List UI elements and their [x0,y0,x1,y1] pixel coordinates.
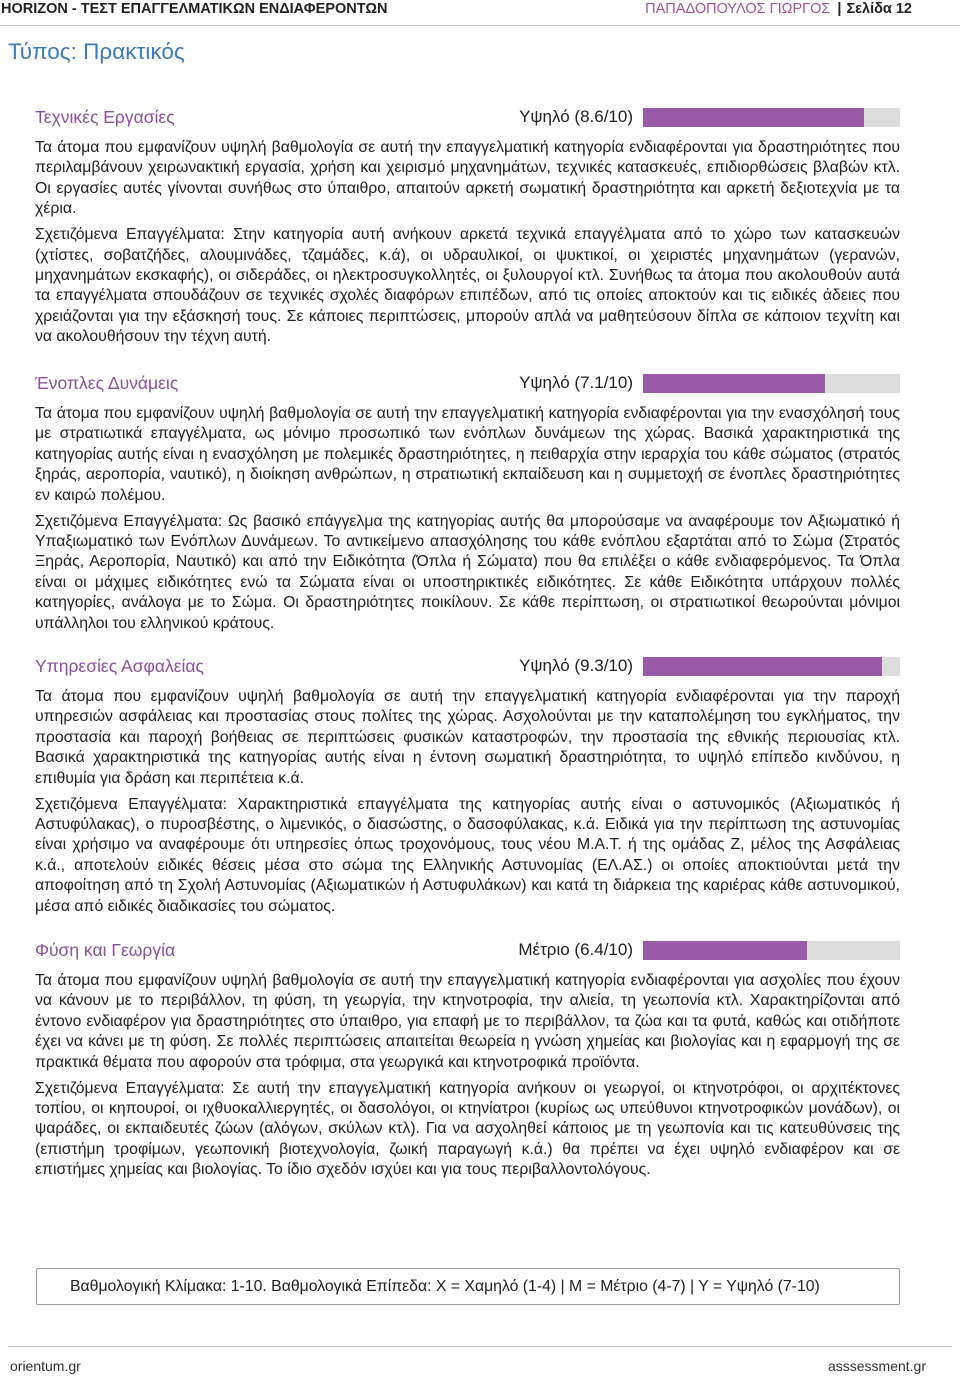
header-separator: | [837,1,842,17]
category-section [35,939,900,1186]
section-rating: Υψηλό (7.1/10) [519,373,633,392]
section-title: Υπηρεσίες Ασφαλείας [35,656,204,676]
section-rating: Μέτριο (6.4/10) [518,940,633,959]
score-bar-fill [643,374,825,393]
category-section [35,106,900,353]
page-number: Σελίδα 12 [846,1,912,17]
header-right [645,0,912,18]
score-bar-fill [643,657,882,676]
related-occupations-paragraph: Σχετιζόμενα Επαγγέλματα: Χαρακτηριστικά επαγγέλματα της κατηγορίας αυτής είναι ο αστυνομικός (Αξιωματικός ή Αστυφύλακας), ο πυροσβέστης, ο λιμενικός, ο διασώστης, ο δασοφύλακας, κ.ά. Ειδικά για την περίπτωση της αστυνομίας είναι χρήσιμο να αναφέρουμε ότι υπηρεσίες όπως τροχονόμους, τους νέου Μ.Α.Τ. ή της ομάδας Ζ, μέλος της Ασφάλειας κ.ά., αποτελούν ειδικές θέσεις μέσα στο σώμα της Ελληνικής Αστυνομίας (ΕΛ.ΑΣ.) οι οποίες αποκτιούνται μετά την αποφοίτηση από τη Σχολή Αστυνομίας (Αξιωματικών ή Αστυφυλάκων) και κατά τη διάρκεια της καριέρας κάθε αστυνομικού, μέσα από ειδικές διαδικασίες του σώματος. [35,795,900,915]
section-rating: Υψηλό (8.6/10) [519,107,633,126]
description-paragraph: Τα άτομα που εμφανίζουν υψηλή βαθμολογία σε αυτή την επαγγελματική κατηγορία ενδιαφέρονται για δραστηριότητες που περιλαμβάνουν χειρωνακτική εργασία, χρήση και χειρισμό μηχανημάτων, τεχνικές κατασκευές, επιδιορθώσεις βλαβών κτλ. Οι εργασίες αυτές γίνονται συνήθως στο ύπαιθρο, απαιτούν αρκετή σωματική δραστηριότητα και αρκετή δεξιοτεχνία με τα χέρια. [35,139,900,218]
footer-right-site: asssessment.gr [827,1358,926,1374]
type-heading: Τύπος: Πρακτικός [8,39,185,64]
score-bar [643,657,900,676]
scale-legend-box [36,1268,900,1305]
score-bar [643,108,900,127]
section-title: Ένοπλες Δυνάμεις [35,373,179,393]
category-section [35,655,900,922]
footer-divider [8,1346,952,1347]
header-divider [0,25,960,26]
score-bar [643,374,900,393]
scale-legend-text: Βαθμολογική Κλίμακα: 1-10. Βαθμολογικά Επίπεδα: Χ = Χαμηλό (1-4) | Μ = Μέτριο (4-7) | Υ = Υψηλό (7-10) [70,1278,820,1295]
score-bar [643,941,900,960]
related-occupations-paragraph: Σχετιζόμενα Επαγγέλματα: Στην κατηγορία αυτή ανήκουν αρκετά τεχνικά επαγγέλματα από το χώρο των κατασκευών (χτίστες, σοβατζήδες, αλουμινάδες, τζαμάδες, κ.ά), οι υδραυλικοί, οι ψυκτικοί, οι χειριστές μηχανημάτων (γερανών, μηχανημάτων εκσκαφής), οι σιδεράδες, οι ηλεκτροσυγκολλητές, οι ξυλουργοί κτλ. Συνήθως τα άτομα που ακολουθούν αυτά τα επαγγέλματα σπουδάζουν σε τεχνικές σχολές διαφόρων επιπέδων, από τις οποίες αποκτούν και τις ειδικές άδειες που χρειάζονται για την εξάσκησή τους. Σε κάποιες περιπτώσεις, μπορούν απλά να μαθητεύσουν δίπλα σε κάποιον τεχνίτη και να ακολουθήσουν την τέχνη αυτή. [35,226,900,346]
section-header [35,106,900,128]
candidate-name: ΠΑΠΑΔΟΠΟΥΛΟΣ ΓΙΩΡΓΟΣ [645,1,831,17]
footer-left-site: orientum.gr [10,1358,81,1374]
section-title: Τεχνικές Εργασίες [35,107,175,127]
category-section [35,372,900,639]
section-header [35,372,900,394]
report-title: HORIZON - ΤΕΣΤ ΕΠΑΓΓΕΛΜΑΤΙΚΩΝ ΕΝΔΙΑΦΕΡΟΝΤΩΝ [1,1,388,17]
section-title: Φύση και Γεωργία [35,940,176,960]
section-header [35,939,900,961]
score-bar-fill [643,941,807,960]
description-paragraph: Τα άτομα που εμφανίζουν υψηλή βαθμολογία σε αυτή την επαγγελματική κατηγορία ενδιαφέρονται για την παροχή υπηρεσιών ασφάλειας και προστασίας στους πολίτες της χώρας. Ασχολούνται με την καταπολέμηση του εγκλήματος, την προστασία και παροχή βοήθειας σε περιπτώσεις φυσικών καταστροφών, την προστασία της εθνικής περιουσίας κτλ. Βασικά χαρακτηριστικά της κατηγορίας αυτής είναι η έντονη σωματική δραστηριότητα, το υψηλό επίπεδο κινδύνου, η επιθυμία για δράση και περιπέτεια κ.ά. [35,688,900,787]
section-rating: Υψηλό (9.3/10) [519,656,633,675]
score-bar-fill [643,108,864,127]
related-occupations-paragraph: Σχετιζόμενα Επαγγέλματα: Ως βασικό επάγγελμα της κατηγορίας αυτής θα μπορούσαμε να αναφέρουμε τον Αξιωματικό ή Υπαξιωματικό των Ενόπλων Δυνάμεων. Το αντικείμενο απασχόλησης του κάθε ενόπλου εξαρτάται από το Σώμα (Στρατός Ξηράς, Αεροπορία, Ναυτικό) και από την Ειδικότητα (Όπλα ή Σώματα) που θα επιλέξει ο κάθε ενδιαφερόμενος. Τα Όπλα είναι οι μάχιμες ειδικότητες ενώ τα Σώματα είναι οι υποστηρικτικές ειδικότητες. Σε κάθε Ειδικότητα υπάρχουν πολλές κατηγορίες, ανάλογα με το Σώμα. Οι δραστηριότητες ποικίλουν. Σε κάθε περίπτωση, οι στρατιωτικοί θεωρούνται μόνιμοι υπάλληλοι του ελληνικού κράτους. [35,512,900,632]
related-occupations-paragraph: Σχετιζόμενα Επαγγέλματα: Σε αυτή την επαγγελματική κατηγορία ανήκουν οι γεωργοί, οι κτηνοτρόφοι, οι αρχιτέκτονες τοπίου, οι κηπουροί, οι ιχθυοκαλλιεργητές, οι δασολόγοι, οι κτηνίατροι (κυρίως ως υπεύθυνοι κτηνοτροφικών μονάδων), οι ψαράδες, οι εκπαιδευτές ζώων (αλόγων, σκύλων κτλ). Για να ασχοληθεί κάποιος με τη γεωπονία και τις κατευθύνσεις της (επιστήμη τροφίμων, γεωπονική βιοτεχνολογία, ζωική παραγωγή κ.ά.) θα πρέπει να έχει υψηλό ενδιαφέρον και σε επιστήμες χημείας και βιολογίας. Το ίδιο σχεδόν ισχύει και για τους περιβαλλοντολόγους. [35,1079,900,1179]
section-header [35,655,900,677]
description-paragraph: Τα άτομα που εμφανίζουν υψηλή βαθμολογία σε αυτή την επαγγελματική κατηγορία ενδιαφέρονται για ασχολίες που έχουν να κάνουν με το περιβάλλον, τη φύση, τη γεωργία, την κτηνοτροφία, την αλιεία, τη γεωπονία κτλ. Χαρακτηρίζονται από έντονο ενδιαφέρον για δραστηριότητες στο ύπαιθρο, για επαφή με το περιβάλλον, τα ζώα και τα φυτά, καθώς και οτιδήποτε έχει να κάνει με τη φύση. Σε πολλές περιπτώσεις απαιτείται θεωρεία η γνώση χημείας και βιολογίας και η εφαρμογή της σε πρακτικά θέματα που αφορούν στα τρόφιμα, στα γεωργικά και κτηνοτροφικά προϊόντα. [35,972,900,1071]
description-paragraph: Τα άτομα που εμφανίζουν υψηλή βαθμολογία σε αυτή την επαγγελματική κατηγορία ενδιαφέρονται για την ενασχόλησή τους με στρατιωτικά επαγγέλματα, ως μόνιμο προσωπικό των ενόπλων δυνάμεων της χώρας. Βασικά χαρακτηριστικά της κατηγορίας αυτής είναι η ενασχόληση με πολεμικές δραστηριότητες, η πειθαρχία στην ιεραρχία του κάθε σώματος (στρατός ξηράς, αεροπορία, ναυτικό), η διοίκηση ανθρώπων, η στρατιωτική εκπαίδευση και η συμμετοχή σε ένοπλες δραστηριότητες εν καιρώ πολέμου. [35,405,900,504]
